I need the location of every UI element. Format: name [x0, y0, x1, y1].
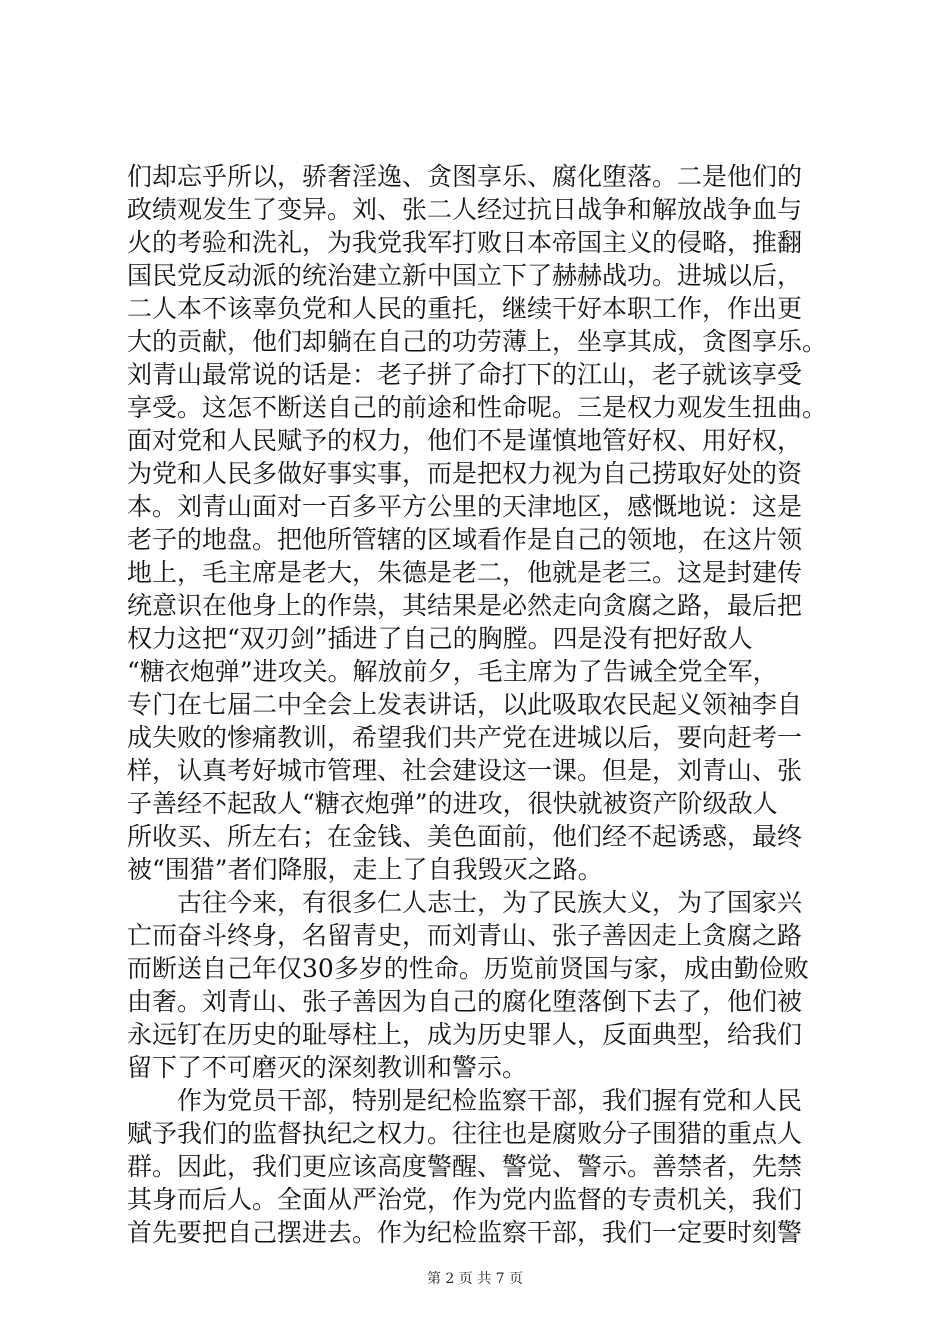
text-line: 面对党和人民赋予的权力，他们不是谨慎地管好权、用好权，	[127, 426, 803, 455]
text-line: “糖衣炮弹”进攻关。解放前夕，毛主席为了告诫全党全军，	[127, 657, 778, 686]
paragraph	[127, 886, 837, 1084]
text-line: 群。因此，我们更应该高度警醒、警觉、警示。善禁者，先禁	[127, 1152, 803, 1181]
text-line: 本。刘青山面对一百多平方公里的天津地区，感慨地说：这是	[127, 492, 803, 521]
text-line: 由奢。刘青山、张子善因为自己的腐化堕落倒下去了，他们被	[127, 987, 803, 1016]
text-line: 为党和人民多做好事实事，而是把权力视为自己捞取好处的资	[127, 459, 803, 488]
text-line: 享受。这怎不断送自己的前途和性命呢。三是权力观发生扭曲。	[127, 393, 828, 422]
text-line: 样，认真考好城市管理、社会建设这一课。但是，刘青山、张	[127, 756, 803, 785]
text-line: 刘青山最常说的话是：老子拼了命打下的江山，老子就该享受	[127, 360, 803, 389]
text-line: 作为党员干部，特别是纪检监察干部，我们握有党和人民	[127, 1086, 803, 1115]
text-line: 老子的地盘。把他所管辖的区域看作是自己的领地，在这片领	[127, 525, 803, 554]
text-line: 古往今来，有很多仁人志士，为了民族大义，为了国家兴	[127, 888, 803, 917]
text-line: 二人本不该辜负党和人民的重托，继续干好本职工作，作出更	[127, 294, 803, 323]
text-line: 统意识在他身上的作祟，其结果是必然走向贪腐之路，最后把	[127, 591, 803, 620]
text-line: 权力这把“双刃剑”插进了自己的胸膛。四是没有把好敌人	[127, 624, 753, 653]
text-line: 火的考验和洗礼，为我党我军打败日本帝国主义的侵略，推翻	[127, 228, 803, 257]
page-footer: 第 2 页 共 7 页	[426, 1271, 524, 1287]
text-line: 首先要把自己摆进去。作为纪检监察干部，我们一定要时刻警	[127, 1218, 803, 1247]
text-line: 国民党反动派的统治建立新中国立下了赫赫战功。进城以后，	[127, 261, 803, 290]
text-line: 而断送自己年仅30多岁的性命。历览前贤国与家，成由勤俭败	[127, 954, 809, 983]
text-line: 地上，毛主席是老大，朱德是老二，他就是老三。这是封建传	[127, 558, 803, 587]
body-text	[127, 160, 837, 1249]
text-line: 政绩观发生了变异。刘、张二人经过抗日战争和解放战争血与	[127, 195, 803, 224]
text-line: 其身而后人。全面从严治党，作为党内监督的专责机关，我们	[127, 1185, 803, 1214]
text-line: 成失败的惨痛教训，希望我们共产党在进城以后，要向赶考一	[127, 723, 803, 752]
text-line: 们却忘乎所以，骄奢淫逸、贪图享乐、腐化堕落。二是他们的	[127, 162, 803, 191]
text-line: 被“围猎”者们降服，走上了自我毁灭之路。	[127, 855, 603, 884]
paragraph	[127, 1084, 837, 1249]
text-line: 大的贡献，他们却躺在自己的功劳薄上，坐享其成，贪图享乐。	[127, 327, 828, 356]
text-line: 留下了不可磨灭的深刻教训和警示。	[127, 1053, 528, 1082]
text-line: 所收买、所左右；在金钱、美色面前，他们经不起诱惑，最终	[127, 822, 803, 851]
text-line: 专门在七届二中全会上发表讲话，以此吸取农民起义领袖李自	[127, 690, 803, 719]
text-line: 赋予我们的监督执纪之权力。往往也是腐败分子围猎的重点人	[127, 1119, 803, 1148]
paragraph	[127, 160, 837, 886]
text-line: 亡而奋斗终身，名留青史，而刘青山、张子善因走上贪腐之路	[127, 921, 803, 950]
text-line: 子善经不起敌人“糖衣炮弹”的进攻，很快就被资产阶级敌人	[127, 789, 778, 818]
text-line: 永远钉在历史的耻辱柱上，成为历史罪人，反面典型，给我们	[127, 1020, 803, 1049]
